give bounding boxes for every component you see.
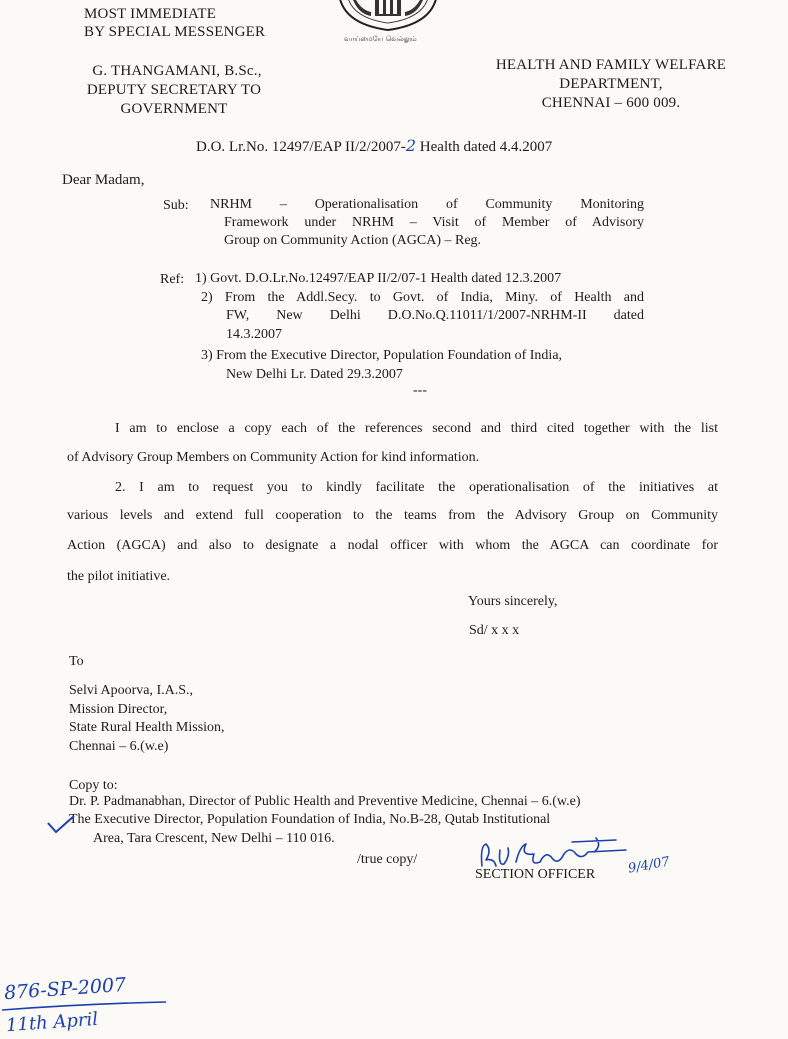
do-number-prefix: D.O. Lr.No. 12497/EAP II/2/2007- <box>196 139 406 155</box>
urgency-line-1: MOST IMMEDIATE <box>84 6 217 22</box>
copy-to-recipient-1: Dr. P. Padmanabhan, Director of Public Health and Preventive Medicine, Chennai – 6.(w.e) <box>69 794 581 809</box>
salutation: Dear Madam, <box>62 172 145 188</box>
para-1-line-2: of Advisory Group Members on Community Action for kind information. <box>67 450 480 465</box>
sender-title-2: GOVERNMENT <box>120 101 228 117</box>
subject-line-3: Group on Community Action (AGCA) – Reg. <box>224 233 482 248</box>
subject-line-2: Framework under NRHM – Visit of Member of Advisory <box>224 215 644 230</box>
closing-signed: Sd/ x x x <box>469 623 520 638</box>
department-line-2: DEPARTMENT, <box>559 76 663 92</box>
para-2-line-1: 2. I am to request you to kindly facilitate the operationalisation of the initiatives at <box>115 480 718 495</box>
copy-to-recipient-2-line-2: Area, Tara Crescent, New Delhi – 110 016. <box>93 831 335 846</box>
handwritten-signature-date: 9/4/07 <box>627 854 671 877</box>
copy-to-recipient-2-line-1: The Executive Director, Population Foundation of India, No.B-28, Qutab Institutional <box>69 812 551 827</box>
subject-line-1: NRHM – Operationalisation of Community Monitoring <box>210 197 644 212</box>
section-officer-label: SECTION OFFICER <box>475 867 596 882</box>
ref-3-line-1: 3) From the Executive Director, Population Foundation of India, <box>201 348 563 363</box>
do-number-handwritten: 2 <box>405 136 417 155</box>
addressee-line-3: State Rural Health Mission, <box>69 720 225 735</box>
handwritten-signature <box>476 836 636 880</box>
addressee-line-2: Mission Director, <box>69 702 168 717</box>
ref-2-line-1: 2) From the Addl.Secy. to Govt. of India, Miny. of Health and <box>201 290 644 305</box>
para-1-line-1: I am to enclose a copy each of the references second and third cited together with the list <box>115 421 718 436</box>
closing-yours-sincerely: Yours sincerely, <box>468 594 558 609</box>
ref-3-line-2: New Delhi Lr. Dated 29.3.2007 <box>226 367 403 382</box>
addressee-line-1: Selvi Apoorva, I.A.S., <box>69 683 194 698</box>
refs-label: Ref: <box>160 272 185 287</box>
refs-separator: --- <box>413 383 427 398</box>
ref-2-line-3: 14.3.2007 <box>226 327 282 342</box>
para-2-line-3: Action (AGCA) and also to designate a nodal officer with whom the AGCA can coordinate for <box>67 538 718 553</box>
addressee-line-4: Chennai – 6.(w.e) <box>69 739 169 754</box>
handwritten-note-number: 876-SP-2007 <box>3 973 127 1005</box>
emblem-motto: வாய்மையே வெல்லும் <box>344 35 417 43</box>
sender-title-1: DEPUTY SECRETARY TO <box>86 82 262 98</box>
subject-label: Sub: <box>163 198 189 213</box>
urgency-line-2: BY SPECIAL MESSENGER <box>84 24 266 40</box>
ref-1: 1) Govt. D.O.Lr.No.12497/EAP II/2/07-1 Health dated 12.3.2007 <box>195 271 562 286</box>
sender-name: G. THANGAMANI, B.Sc., <box>92 63 262 79</box>
handwritten-tick-icon <box>46 813 76 835</box>
ref-2-line-2: FW, New Delhi D.O.No.Q.11011/1/2007-NRHM-II dated <box>226 308 644 323</box>
copy-to-label: Copy to: <box>69 778 118 793</box>
do-number-suffix: Health dated 4.4.2007 <box>419 139 553 155</box>
department-line-1: HEALTH AND FAMILY WELFARE <box>495 57 727 73</box>
para-2-line-2: various levels and extend full cooperation to the teams from the Advisory Group on Community <box>67 508 718 523</box>
department-line-3: CHENNAI – 600 009. <box>541 95 681 111</box>
true-copy-label: /true copy/ <box>357 852 418 867</box>
handwritten-note-date: 11th April <box>5 1008 99 1037</box>
addressee-to: To <box>69 654 84 669</box>
para-2-line-4: the pilot initiative. <box>67 569 171 584</box>
do-reference-number <box>196 137 552 156</box>
